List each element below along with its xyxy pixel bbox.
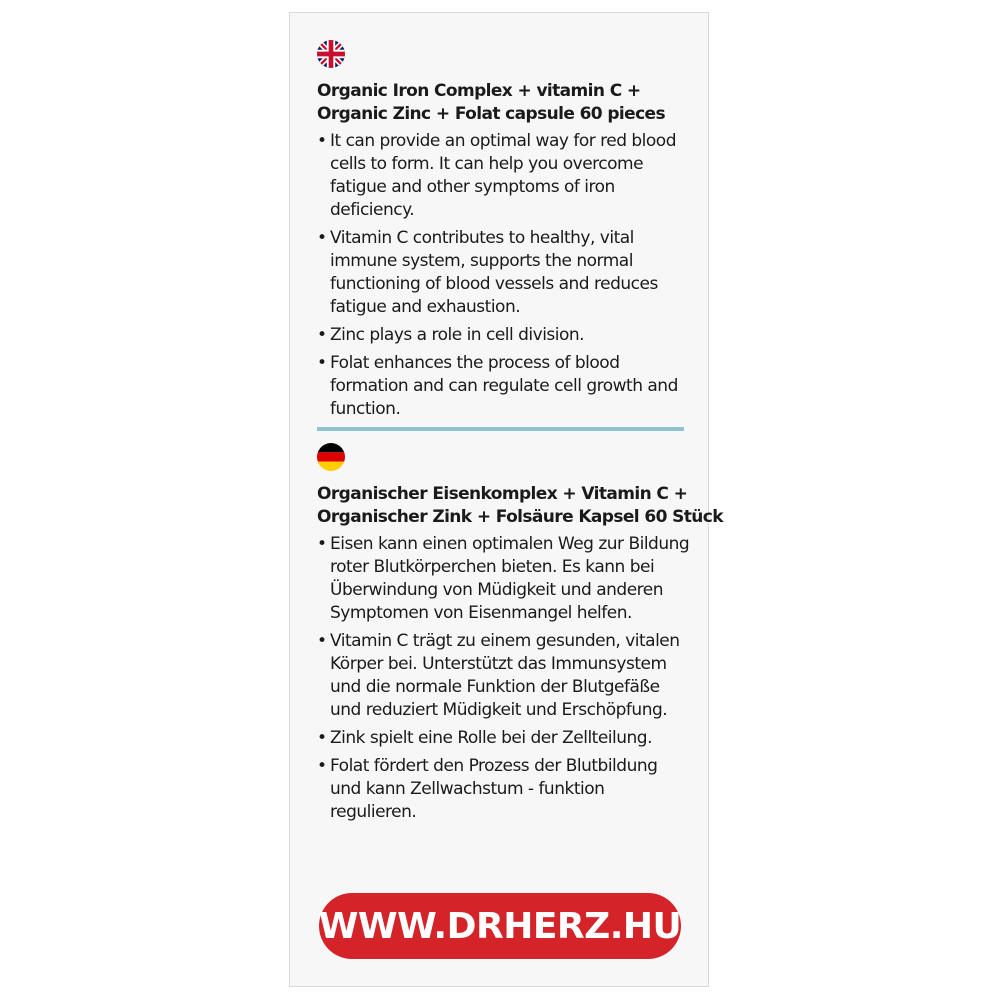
english-heading-line1: Organic Iron Complex + vitamin C + [317, 81, 641, 101]
english-bullet-list [317, 130, 692, 421]
list-item: • Eisen kann einen optimalen Weg zur Bildung roter Blutkörperchen bieten. Es kann bei Überwindung von Müdigkeit und anderen Symptomen von Eisenmangel helfen. [317, 533, 692, 625]
list-item: • Zinc plays a role in cell division. [317, 324, 692, 347]
list-item: • It can provide an optimal way for red blood cells to form. It can help you overcome fatigue and other symptoms of iron deficiency. [317, 130, 692, 222]
panel-content [317, 40, 723, 829]
list-item: • Vitamin C contributes to healthy, vital immune system, supports the normal functioning of blood vessels and reduces fatigue and exhaustion. [317, 227, 692, 319]
product-info-panel [289, 12, 723, 987]
uk-flag-icon [317, 40, 345, 68]
list-item: • Folat enhances the process of blood formation and can regulate cell growth and function. [317, 352, 692, 421]
germany-flag-icon [317, 443, 345, 471]
list-item: • Vitamin C trägt zu einem gesunden, vitalen Körper bei. Unterstützt das Immunsystem und die normale Funktion der Blutgefäße und reduziert Müdigkeit und Erschöpfung. [317, 630, 692, 722]
german-heading [317, 483, 723, 529]
german-bullet-list [317, 533, 692, 824]
english-heading [317, 80, 692, 126]
english-section [317, 40, 692, 421]
german-heading-line2: Organischer Zink + Folsäure Kapsel 60 Stück [317, 507, 723, 527]
german-heading-line1: Organischer Eisenkomplex + Vitamin C + [317, 484, 688, 504]
section-divider [317, 427, 684, 431]
list-item: • Zink spielt eine Rolle bei der Zellteilung. [317, 727, 692, 750]
english-heading-line2: Organic Zinc + Folat capsule 60 pieces [317, 104, 666, 124]
german-section [317, 443, 723, 824]
website-link-button[interactable]: WWW.DRHERZ.HU [319, 893, 681, 959]
list-item: • Folat fördert den Prozess der Blutbildung und kann Zellwachstum - funktion regulieren. [317, 755, 692, 824]
